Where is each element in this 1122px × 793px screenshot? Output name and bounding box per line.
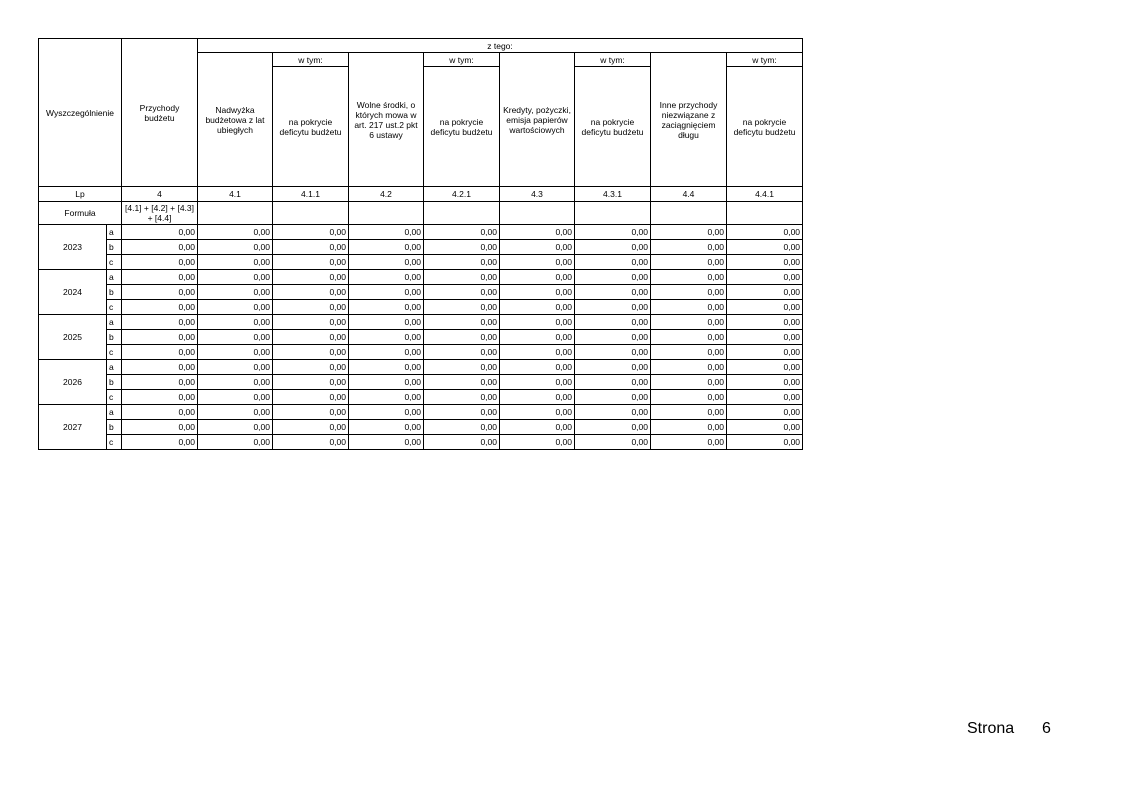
value-cell: 0,00 bbox=[727, 300, 803, 315]
sub-row-label: a bbox=[107, 405, 122, 420]
value-cell: 0,00 bbox=[727, 330, 803, 345]
value-cell: 0,00 bbox=[575, 225, 651, 240]
value-cell: 0,00 bbox=[198, 345, 273, 360]
value-cell: 0,00 bbox=[575, 240, 651, 255]
value-cell: 0,00 bbox=[727, 375, 803, 390]
header-z-tego: z tego: bbox=[198, 39, 803, 53]
value-cell: 0,00 bbox=[424, 285, 500, 300]
budget-revenue-table bbox=[38, 38, 803, 450]
table-row bbox=[39, 270, 803, 285]
value-cell: 0,00 bbox=[349, 255, 424, 270]
sub-row-label: b bbox=[107, 285, 122, 300]
header-na-pokrycie-1: na pokrycie deficytu budżetu bbox=[273, 67, 349, 187]
value-cell: 0,00 bbox=[349, 225, 424, 240]
value-cell: 0,00 bbox=[575, 360, 651, 375]
sub-row-label: b bbox=[107, 330, 122, 345]
lp-cell: 4.3.1 bbox=[575, 187, 651, 202]
value-cell: 0,00 bbox=[575, 285, 651, 300]
empty-cell bbox=[651, 202, 727, 225]
lp-cell: 4.2 bbox=[349, 187, 424, 202]
value-cell: 0,00 bbox=[349, 240, 424, 255]
value-cell: 0,00 bbox=[349, 300, 424, 315]
value-cell: 0,00 bbox=[349, 420, 424, 435]
value-cell: 0,00 bbox=[575, 375, 651, 390]
value-cell: 0,00 bbox=[349, 345, 424, 360]
value-cell: 0,00 bbox=[198, 420, 273, 435]
table-row bbox=[39, 360, 803, 375]
value-cell: 0,00 bbox=[349, 270, 424, 285]
lp-cell: 4.1.1 bbox=[273, 187, 349, 202]
value-cell: 0,00 bbox=[122, 270, 198, 285]
empty-cell bbox=[500, 202, 575, 225]
value-cell: 0,00 bbox=[727, 255, 803, 270]
value-cell: 0,00 bbox=[198, 315, 273, 330]
value-cell: 0,00 bbox=[424, 315, 500, 330]
value-cell: 0,00 bbox=[424, 330, 500, 345]
sub-row-label: c bbox=[107, 255, 122, 270]
value-cell: 0,00 bbox=[273, 225, 349, 240]
value-cell: 0,00 bbox=[651, 390, 727, 405]
value-cell: 0,00 bbox=[273, 435, 349, 450]
lp-cell: 4 bbox=[122, 187, 198, 202]
value-cell: 0,00 bbox=[198, 240, 273, 255]
value-cell: 0,00 bbox=[273, 315, 349, 330]
value-cell: 0,00 bbox=[122, 390, 198, 405]
table-row bbox=[39, 420, 803, 435]
value-cell: 0,00 bbox=[273, 405, 349, 420]
value-cell: 0,00 bbox=[349, 405, 424, 420]
value-cell: 0,00 bbox=[651, 225, 727, 240]
header-w-tym-4: w tym: bbox=[727, 53, 803, 67]
value-cell: 0,00 bbox=[424, 345, 500, 360]
value-cell: 0,00 bbox=[500, 360, 575, 375]
year-cell: 2025 bbox=[39, 315, 107, 360]
header-w-tym-2: w tym: bbox=[424, 53, 500, 67]
value-cell: 0,00 bbox=[349, 315, 424, 330]
value-cell: 0,00 bbox=[575, 255, 651, 270]
value-cell: 0,00 bbox=[575, 435, 651, 450]
sub-row-label: a bbox=[107, 360, 122, 375]
value-cell: 0,00 bbox=[198, 225, 273, 240]
sub-row-label: b bbox=[107, 375, 122, 390]
table-row bbox=[39, 285, 803, 300]
value-cell: 0,00 bbox=[349, 390, 424, 405]
value-cell: 0,00 bbox=[198, 375, 273, 390]
value-cell: 0,00 bbox=[424, 375, 500, 390]
value-cell: 0,00 bbox=[273, 420, 349, 435]
value-cell: 0,00 bbox=[651, 405, 727, 420]
value-cell: 0,00 bbox=[651, 375, 727, 390]
value-cell: 0,00 bbox=[727, 285, 803, 300]
value-cell: 0,00 bbox=[273, 360, 349, 375]
value-cell: 0,00 bbox=[500, 390, 575, 405]
value-cell: 0,00 bbox=[727, 435, 803, 450]
value-cell: 0,00 bbox=[500, 285, 575, 300]
header-na-pokrycie-3: na pokrycie deficytu budżetu bbox=[575, 67, 651, 187]
sub-row-label: b bbox=[107, 420, 122, 435]
lp-cell: 4.2.1 bbox=[424, 187, 500, 202]
value-cell: 0,00 bbox=[122, 435, 198, 450]
value-cell: 0,00 bbox=[273, 285, 349, 300]
year-cell: 2023 bbox=[39, 225, 107, 270]
value-cell: 0,00 bbox=[500, 375, 575, 390]
value-cell: 0,00 bbox=[575, 330, 651, 345]
lp-label: Lp bbox=[39, 187, 122, 202]
sub-row-label: c bbox=[107, 300, 122, 315]
value-cell: 0,00 bbox=[122, 315, 198, 330]
table-row bbox=[39, 300, 803, 315]
table-row bbox=[39, 435, 803, 450]
empty-cell bbox=[727, 202, 803, 225]
value-cell: 0,00 bbox=[651, 420, 727, 435]
value-cell: 0,00 bbox=[122, 285, 198, 300]
value-cell: 0,00 bbox=[651, 300, 727, 315]
header-inne-przychody: Inne przychody niezwiązane z zaciągnięciem długu bbox=[651, 53, 727, 187]
value-cell: 0,00 bbox=[727, 405, 803, 420]
header-nadwyzka: Nadwyżka budżetowa z lat ubiegłych bbox=[198, 53, 273, 187]
header-na-pokrycie-4: na pokrycie deficytu budżetu bbox=[727, 67, 803, 187]
page-label: Strona bbox=[967, 720, 1015, 737]
table-row bbox=[39, 240, 803, 255]
value-cell: 0,00 bbox=[424, 360, 500, 375]
value-cell: 0,00 bbox=[349, 360, 424, 375]
value-cell: 0,00 bbox=[575, 315, 651, 330]
value-cell: 0,00 bbox=[424, 405, 500, 420]
value-cell: 0,00 bbox=[575, 345, 651, 360]
page-number: 6 bbox=[1042, 720, 1051, 737]
sub-row-label: a bbox=[107, 315, 122, 330]
header-kredyty: Kredyty, pożyczki, emisja papierów wartościowych bbox=[500, 53, 575, 187]
header-wyszczegolnienie: Wyszczególnienie bbox=[39, 39, 122, 187]
value-cell: 0,00 bbox=[122, 330, 198, 345]
value-cell: 0,00 bbox=[122, 375, 198, 390]
year-cell: 2027 bbox=[39, 405, 107, 450]
value-cell: 0,00 bbox=[727, 390, 803, 405]
value-cell: 0,00 bbox=[122, 255, 198, 270]
empty-cell bbox=[349, 202, 424, 225]
lp-cell: 4.4.1 bbox=[727, 187, 803, 202]
value-cell: 0,00 bbox=[727, 225, 803, 240]
value-cell: 0,00 bbox=[500, 420, 575, 435]
value-cell: 0,00 bbox=[500, 255, 575, 270]
value-cell: 0,00 bbox=[273, 270, 349, 285]
header-przychody-budzetu: Przychody budżetu bbox=[122, 39, 198, 187]
table-row bbox=[39, 345, 803, 360]
value-cell: 0,00 bbox=[575, 300, 651, 315]
value-cell: 0,00 bbox=[198, 330, 273, 345]
value-cell: 0,00 bbox=[500, 225, 575, 240]
value-cell: 0,00 bbox=[424, 435, 500, 450]
value-cell: 0,00 bbox=[273, 240, 349, 255]
value-cell: 0,00 bbox=[500, 240, 575, 255]
table-row bbox=[39, 390, 803, 405]
value-cell: 0,00 bbox=[424, 225, 500, 240]
value-cell: 0,00 bbox=[651, 315, 727, 330]
value-cell: 0,00 bbox=[424, 270, 500, 285]
empty-cell bbox=[424, 202, 500, 225]
value-cell: 0,00 bbox=[198, 390, 273, 405]
value-cell: 0,00 bbox=[122, 420, 198, 435]
value-cell: 0,00 bbox=[727, 270, 803, 285]
formula-value: [4.1] + [4.2] + [4.3] + [4.4] bbox=[122, 202, 198, 225]
page-footer bbox=[967, 720, 1051, 738]
value-cell: 0,00 bbox=[122, 360, 198, 375]
value-cell: 0,00 bbox=[198, 300, 273, 315]
value-cell: 0,00 bbox=[575, 420, 651, 435]
value-cell: 0,00 bbox=[349, 330, 424, 345]
value-cell: 0,00 bbox=[575, 270, 651, 285]
value-cell: 0,00 bbox=[273, 255, 349, 270]
sub-row-label: a bbox=[107, 270, 122, 285]
value-cell: 0,00 bbox=[424, 390, 500, 405]
table-row bbox=[39, 315, 803, 330]
value-cell: 0,00 bbox=[273, 345, 349, 360]
value-cell: 0,00 bbox=[500, 330, 575, 345]
value-cell: 0,00 bbox=[349, 375, 424, 390]
sub-row-label: a bbox=[107, 225, 122, 240]
empty-cell bbox=[198, 202, 273, 225]
value-cell: 0,00 bbox=[198, 255, 273, 270]
sub-row-label: c bbox=[107, 345, 122, 360]
value-cell: 0,00 bbox=[122, 405, 198, 420]
value-cell: 0,00 bbox=[349, 435, 424, 450]
value-cell: 0,00 bbox=[727, 315, 803, 330]
value-cell: 0,00 bbox=[198, 435, 273, 450]
value-cell: 0,00 bbox=[273, 390, 349, 405]
value-cell: 0,00 bbox=[349, 285, 424, 300]
value-cell: 0,00 bbox=[651, 435, 727, 450]
table-row bbox=[39, 225, 803, 240]
table-row bbox=[39, 405, 803, 420]
value-cell: 0,00 bbox=[122, 225, 198, 240]
sub-row-label: c bbox=[107, 390, 122, 405]
year-cell: 2026 bbox=[39, 360, 107, 405]
value-cell: 0,00 bbox=[122, 300, 198, 315]
value-cell: 0,00 bbox=[651, 240, 727, 255]
value-cell: 0,00 bbox=[500, 405, 575, 420]
value-cell: 0,00 bbox=[122, 345, 198, 360]
header-w-tym-3: w tym: bbox=[575, 53, 651, 67]
value-cell: 0,00 bbox=[273, 330, 349, 345]
value-cell: 0,00 bbox=[727, 420, 803, 435]
table-row bbox=[39, 330, 803, 345]
value-cell: 0,00 bbox=[727, 360, 803, 375]
value-cell: 0,00 bbox=[727, 345, 803, 360]
value-cell: 0,00 bbox=[273, 300, 349, 315]
value-cell: 0,00 bbox=[727, 240, 803, 255]
year-cell: 2024 bbox=[39, 270, 107, 315]
empty-cell bbox=[575, 202, 651, 225]
sub-row-label: c bbox=[107, 435, 122, 450]
value-cell: 0,00 bbox=[198, 360, 273, 375]
value-cell: 0,00 bbox=[575, 390, 651, 405]
formula-label: Formuła bbox=[39, 202, 122, 225]
value-cell: 0,00 bbox=[500, 315, 575, 330]
value-cell: 0,00 bbox=[575, 405, 651, 420]
value-cell: 0,00 bbox=[122, 240, 198, 255]
lp-cell: 4.4 bbox=[651, 187, 727, 202]
value-cell: 0,00 bbox=[198, 285, 273, 300]
value-cell: 0,00 bbox=[651, 360, 727, 375]
header-wolne-srodki: Wolne środki, o których mowa w art. 217 ust.2 pkt 6 ustawy bbox=[349, 53, 424, 187]
value-cell: 0,00 bbox=[651, 345, 727, 360]
value-cell: 0,00 bbox=[424, 420, 500, 435]
empty-cell bbox=[273, 202, 349, 225]
value-cell: 0,00 bbox=[424, 240, 500, 255]
value-cell: 0,00 bbox=[500, 270, 575, 285]
header-na-pokrycie-2: na pokrycie deficytu budżetu bbox=[424, 67, 500, 187]
value-cell: 0,00 bbox=[198, 405, 273, 420]
value-cell: 0,00 bbox=[651, 270, 727, 285]
formula-row bbox=[39, 202, 803, 225]
value-cell: 0,00 bbox=[500, 345, 575, 360]
lp-cell: 4.3 bbox=[500, 187, 575, 202]
table-row bbox=[39, 375, 803, 390]
value-cell: 0,00 bbox=[500, 300, 575, 315]
value-cell: 0,00 bbox=[500, 435, 575, 450]
value-cell: 0,00 bbox=[198, 270, 273, 285]
lp-cell: 4.1 bbox=[198, 187, 273, 202]
header-w-tym-1: w tym: bbox=[273, 53, 349, 67]
value-cell: 0,00 bbox=[424, 255, 500, 270]
table-row bbox=[39, 255, 803, 270]
lp-row bbox=[39, 187, 803, 202]
value-cell: 0,00 bbox=[651, 255, 727, 270]
sub-row-label: b bbox=[107, 240, 122, 255]
value-cell: 0,00 bbox=[651, 285, 727, 300]
value-cell: 0,00 bbox=[273, 375, 349, 390]
value-cell: 0,00 bbox=[651, 330, 727, 345]
value-cell: 0,00 bbox=[424, 300, 500, 315]
